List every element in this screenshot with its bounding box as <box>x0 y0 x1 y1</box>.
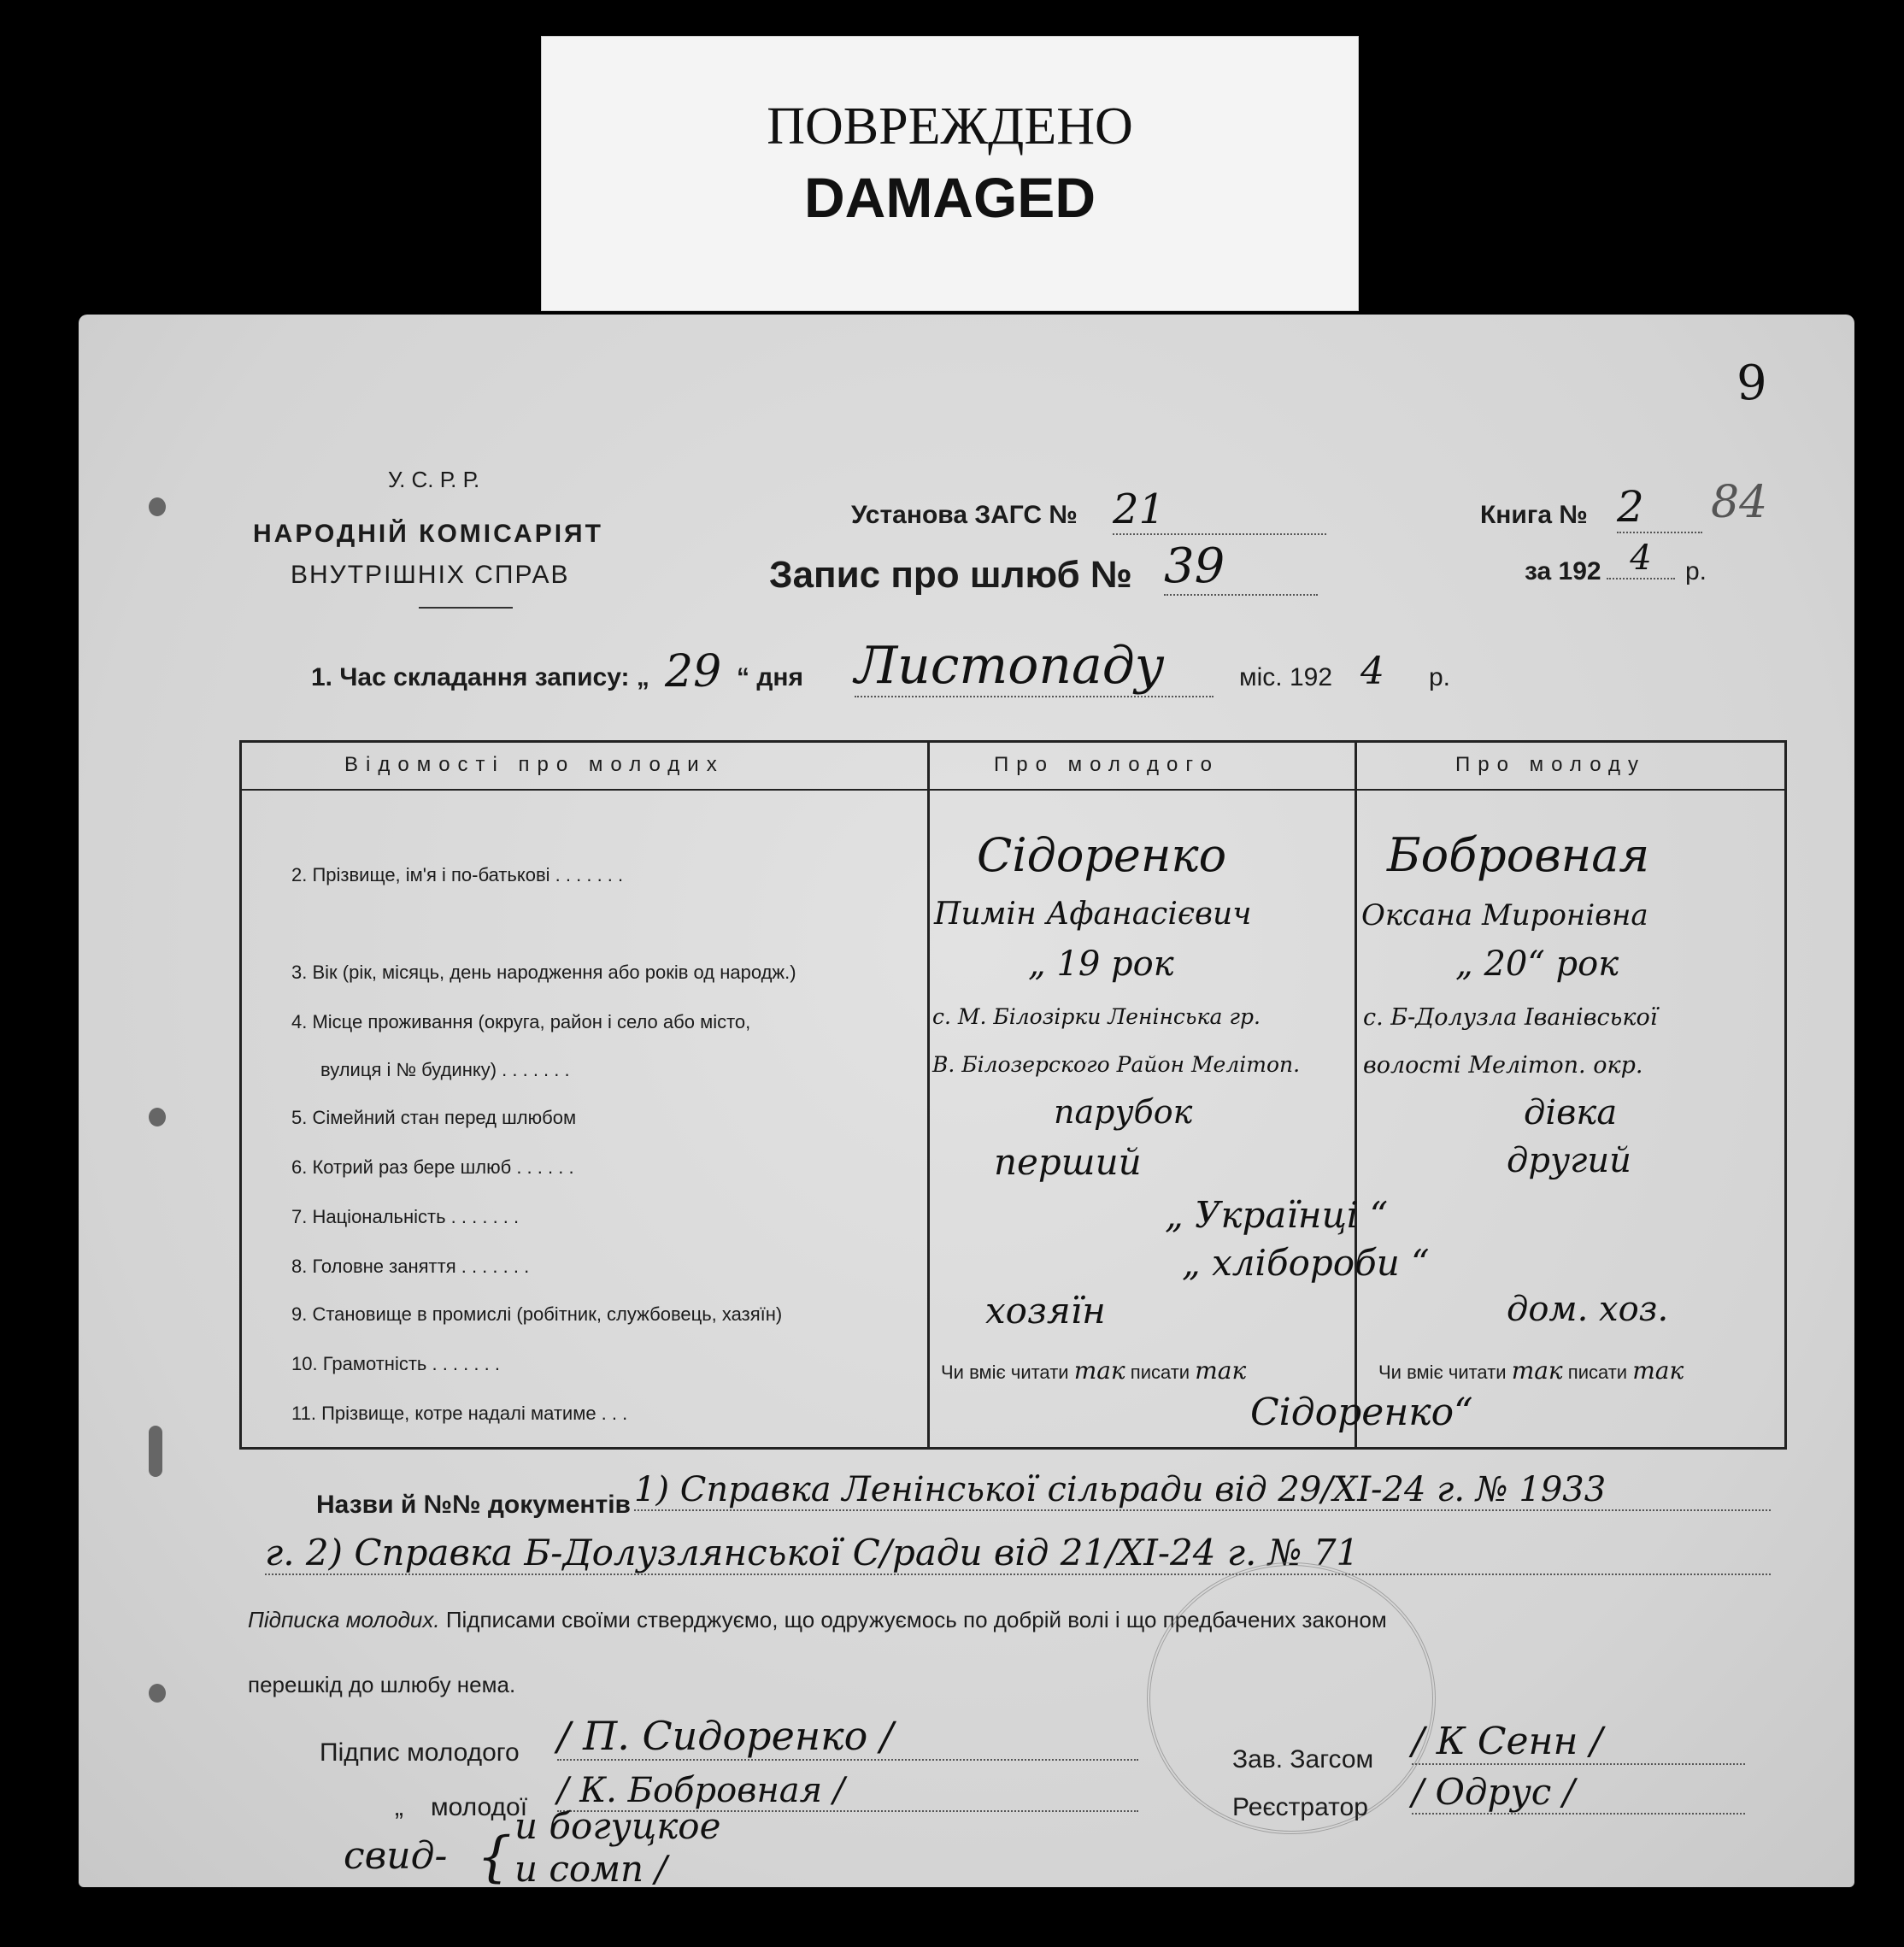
groom-age: „ 19 рок <box>1028 944 1174 984</box>
row-label-marriage-count: 6. Котрий раз бере шлюб . . . . . . <box>291 1156 574 1178</box>
row-label-status: 9. Становище в промислі (робітник, службовець, хазяїн) <box>291 1303 783 1325</box>
row-label-name: 2. Прізвище, ім'я і по-батькові . . . . . . . <box>291 864 624 885</box>
commissariat-line-1: НАРОДНІЙ КОМІСАРІЯТ <box>253 520 603 548</box>
documents-line-1: 1) Справка Ленінської сільради від 29/ХІ-24 г. № 1933 <box>634 1470 1771 1511</box>
groom-reads: так <box>1073 1356 1125 1385</box>
punch-hole-3 <box>149 1426 162 1477</box>
witness-prefix: свид- <box>344 1834 448 1878</box>
witness-brace: { <box>477 1826 512 1889</box>
groom-residence-2: В. Білозерского Район Мелітоп. <box>932 1052 1301 1077</box>
groom-surname: Сідоренко <box>977 828 1227 882</box>
damaged-label-card <box>541 36 1359 311</box>
row-label-nationality: 7. Національність . . . . . . . <box>291 1206 520 1227</box>
table-divider-2 <box>1355 743 1357 1447</box>
record-number: 39 <box>1164 538 1318 596</box>
record-table <box>239 740 1787 1450</box>
documents-label: Назви й №№ документів <box>316 1491 631 1519</box>
groom-residence-1: с. М. Білозірки Ленінська гр. <box>932 1004 1261 1029</box>
row-label-residence-2: вулиця і № будинку) . . . . . . . <box>320 1059 570 1080</box>
record-month: Листопаду <box>855 636 1214 697</box>
record-year-suffix: р. <box>1429 663 1451 691</box>
page-number: 9 <box>1737 356 1767 411</box>
declaration-title: Підписка молодих. <box>248 1607 440 1632</box>
record-day-label: “ дня <box>737 663 804 691</box>
header-divider <box>419 607 513 609</box>
record-year-digit: 4 <box>1360 650 1384 693</box>
bride-writes: так <box>1632 1356 1684 1385</box>
groom-write-label: писати <box>1130 1362 1190 1383</box>
bride-marital-status: дівка <box>1524 1093 1618 1132</box>
year-label: за 192 <box>1525 557 1601 585</box>
bride-reads: так <box>1511 1356 1563 1385</box>
row-label-occupation: 8. Головне заняття . . . . . . . <box>291 1256 530 1277</box>
table-divider-1 <box>927 743 930 1447</box>
declaration-line-2: перешкід до шлюбу нема. <box>248 1672 516 1697</box>
row-label-marital: 5. Сімейний стан перед шлюбом <box>291 1107 577 1128</box>
bride-literacy <box>1378 1356 1684 1385</box>
groom-status: хозяїн <box>985 1290 1106 1332</box>
bride-surname: Бобровная <box>1387 828 1650 882</box>
witness-2: и сомп / <box>514 1848 667 1890</box>
head-signature: / К Сенн / <box>1412 1720 1745 1765</box>
bride-residence-1: с. Б-Долузла Іванівської <box>1363 1004 1658 1031</box>
year-suffix: р. <box>1685 557 1707 585</box>
record-day: 29 <box>665 646 722 697</box>
shared-nationality: „ Українці “ <box>1165 1194 1389 1236</box>
groom-signature-label: Підпис молодого <box>320 1738 520 1767</box>
registrar-label: Реєстратор <box>1232 1793 1368 1821</box>
book-label: Книга № <box>1480 501 1588 529</box>
future-surname: Сідоренко“ <box>1250 1391 1473 1434</box>
record-time-label: 1. Час складання запису: „ <box>311 663 649 691</box>
table-header-rule <box>242 789 1784 791</box>
groom-marital-status: парубок <box>1054 1093 1193 1131</box>
marriage-record-page <box>79 315 1854 1890</box>
shared-occupation: „ хлібороби “ <box>1182 1242 1430 1284</box>
registrar-signature: / Одрус / <box>1412 1771 1745 1815</box>
institution-number: 21 <box>1113 485 1326 535</box>
declaration-text-1: Підписами своїми стверджуємо, що одружуємось по добрій волі і що предбачених законом <box>445 1607 1387 1632</box>
groom-marriage-count: перший <box>994 1141 1142 1183</box>
punch-hole-2 <box>149 1108 166 1126</box>
col-header-info: Відомості про молодих <box>344 753 725 776</box>
bride-age: „ 20“ рок <box>1455 944 1619 984</box>
groom-literacy <box>941 1356 1246 1385</box>
book-number: 2 <box>1617 482 1702 533</box>
col-header-bride: Про молоду <box>1455 753 1647 776</box>
commissariat-line-2: ВНУТРІШНІХ СПРАВ <box>291 561 570 589</box>
row-label-future-surname: 11. Прізвище, котре надалі матиме . . . <box>291 1403 628 1424</box>
bride-write-label: писати <box>1567 1362 1628 1383</box>
documents-line-2: г. 2) Справка Б-Долузлянської С/ради від 21/ХІ-24 г. № 71 <box>265 1532 1771 1575</box>
bride-signature-label: молодої <box>431 1793 528 1821</box>
bride-marriage-count: другий <box>1507 1141 1631 1180</box>
witness-1: и богуцкое <box>514 1805 721 1847</box>
bride-read-label: Чи вміє читати <box>1378 1362 1507 1383</box>
damaged-label-ru: ПОВРЕЖДЕНО <box>767 97 1133 156</box>
groom-signature: / П. Сидоренко / <box>557 1713 1138 1761</box>
head-signature-label: Зав. Загсом <box>1232 1745 1374 1773</box>
year-digit: 4 <box>1607 538 1675 579</box>
row-label-residence: 4. Місце проживання (округа, район і село або місто, <box>291 1011 751 1032</box>
bride-signature-prefix: „ <box>395 1793 403 1821</box>
punch-hole-4 <box>149 1684 166 1703</box>
record-month-label: міс. 192 <box>1239 663 1333 691</box>
row-label-age: 3. Вік (рік, місяць, день народження або років од народж.) <box>291 962 796 983</box>
institution-label: Установа ЗАГС № <box>851 501 1078 529</box>
groom-read-label: Чи вміє читати <box>941 1362 1069 1383</box>
punch-hole-1 <box>149 497 166 516</box>
damaged-label-en: DAMAGED <box>804 166 1096 229</box>
bride-signature: / К. Бобровная / <box>557 1771 1138 1812</box>
row-label-literacy: 10. Грамотність . . . . . . . <box>291 1353 500 1374</box>
bride-status: дом. хоз. <box>1507 1290 1669 1329</box>
col-header-groom: Про молодого <box>994 753 1219 776</box>
bride-name: Оксана Миронівна <box>1361 898 1648 932</box>
book-extra: 84 <box>1711 477 1768 528</box>
groom-name: Пимін Афанасієвич <box>934 897 1252 932</box>
record-title-label: Запис про шлюб № <box>769 554 1132 596</box>
groom-writes: так <box>1195 1356 1247 1385</box>
country-header: У. С. Р. Р. <box>388 467 480 492</box>
bride-residence-2: волості Мелітоп. окр. <box>1363 1052 1643 1079</box>
